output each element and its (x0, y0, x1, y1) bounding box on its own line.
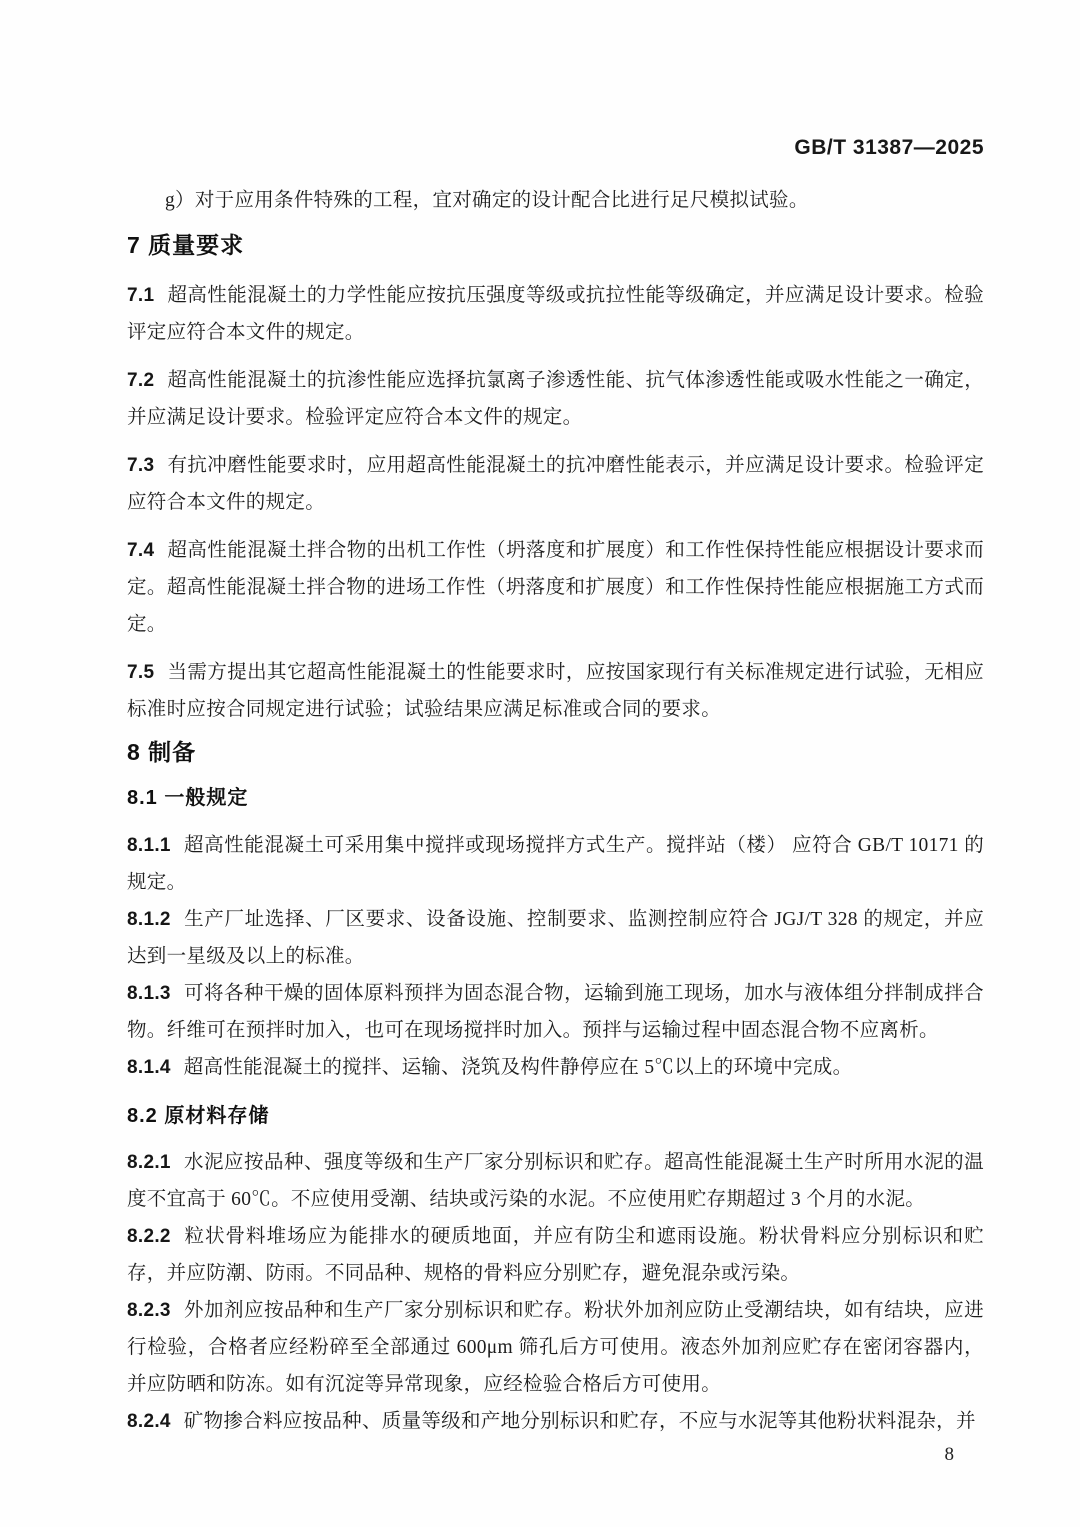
clause-8-1-2 (127, 901, 984, 975)
clause-7-5 (127, 654, 984, 728)
clause-8-1-1 (127, 827, 984, 901)
clause-number: 7.4 (127, 540, 155, 561)
clause-number: 7.2 (127, 370, 155, 391)
clause-number: 8.1.3 (127, 983, 171, 1004)
clause-7-4 (127, 532, 984, 643)
clause-number: 8.2.3 (127, 1300, 171, 1321)
section-heading-7: 7 质量要求 (127, 232, 245, 258)
clause-8-2-4 (127, 1403, 984, 1440)
clause-number: 8.1.4 (127, 1057, 171, 1078)
clause-8-1-4 (127, 1049, 984, 1086)
clause-text: 矿物掺合料应按品种、质量等级和产地分别标识和贮存，不应与水泥等其他粉状料混杂，并 (183, 1411, 976, 1432)
clause-text: 粒状骨料堆场应为能排水的硬质地面，并应有防尘和遮雨设施。粉状骨料应分别标识和贮存，并应防潮、防雨。不同品种、规格的骨料应分别贮存，避免混杂或污染。 (127, 1226, 984, 1284)
clause-8-2-1 (127, 1144, 984, 1218)
clause-text: 超高性能混凝土的搅拌、运输、浇筑及构件静停应在 5℃以上的环境中完成。 (183, 1057, 853, 1078)
clause-number: 7.1 (127, 285, 155, 306)
clause-number: 7.5 (127, 662, 155, 683)
clause-number: 8.1.1 (127, 835, 171, 856)
clause-number: 8.2.1 (127, 1152, 171, 1173)
clause-8-2-2 (127, 1218, 984, 1292)
subsection-heading-8-1: 8.1 一般规定 (127, 787, 249, 809)
subsection-heading-8-2: 8.2 原材料存储 (127, 1105, 270, 1127)
clause-7-3 (127, 447, 984, 521)
page-number: 8 (944, 1444, 954, 1465)
standard-number-header: GB/T 31387—2025 (794, 136, 984, 159)
clause-8-2-3 (127, 1292, 984, 1403)
clause-text: 外加剂应按品种和生产厂家分别标识和贮存。粉状外加剂应防止受潮结块，如有结块，应进行检验，合格者应经粉碎至全部通过 600μm 筛孔后方可使用。液态外加剂应贮存在密闭容器内，并应防晒和防冻。如有沉淀等异常现象，应经检验合格后方可使用。 (127, 1300, 984, 1395)
section-heading-8: 8 制备 (127, 739, 197, 765)
clause-number: 8.2.2 (127, 1226, 171, 1247)
clause-text: 超高性能混凝土的力学性能应按抗压强度等级或抗拉性能等级确定，并应满足设计要求。检验评定应符合本文件的规定。 (127, 285, 984, 343)
clause-number: 7.3 (127, 455, 155, 476)
clause-text: 当需方提出其它超高性能混凝土的性能要求时，应按国家现行有关标准规定进行试验，无相应标准时应按合同规定进行试验；试验结果应满足标准或合同的要求。 (127, 662, 984, 720)
clause-text: 超高性能混凝土可采用集中搅拌或现场搅拌方式生产。搅拌站（楼） 应符合 GB/T 10171 的规定。 (127, 835, 984, 893)
clause-text: 生产厂址选择、厂区要求、设备设施、控制要求、监测控制应符合 JGJ/T 328 的规定，并应达到一星级及以上的标准。 (127, 909, 984, 967)
clause-text: 超高性能混凝土拌合物的出机工作性（坍落度和扩展度）和工作性保持性能应根据设计要求而定。超高性能混凝土拌合物的进场工作性（坍落度和扩展度）和工作性保持性能应根据施工方式而定。 (127, 540, 984, 635)
clause-text: 水泥应按品种、强度等级和生产厂家分别标识和贮存。超高性能混凝土生产时所用水泥的温度不宜高于 60℃。不应使用受潮、结块或污染的水泥。不应使用贮存期超过 3 个月的水泥。 (127, 1152, 984, 1210)
clause-7-1 (127, 277, 984, 351)
clause-number: 8.2.4 (127, 1411, 171, 1432)
clause-text: 超高性能混凝土的抗渗性能应选择抗氯离子渗透性能、抗气体渗透性能或吸水性能之一确定，并应满足设计要求。检验评定应符合本文件的规定。 (127, 370, 984, 428)
list-item-g: g）对于应用条件特殊的工程，宜对确定的设计配合比进行足尺模拟试验。 (165, 190, 809, 211)
clause-8-1-3 (127, 975, 984, 1049)
clause-text: 可将各种干燥的固体原料预拌为固态混合物，运输到施工现场，加水与液体组分拌制成拌合物。纤维可在预拌时加入，也可在现场搅拌时加入。预拌与运输过程中固态混合物不应离析。 (127, 983, 984, 1041)
clause-text: 有抗冲磨性能要求时，应用超高性能混凝土的抗冲磨性能表示，并应满足设计要求。检验评定应符合本文件的规定。 (127, 455, 984, 513)
clause-number: 8.1.2 (127, 909, 171, 930)
clause-7-2 (127, 362, 984, 436)
